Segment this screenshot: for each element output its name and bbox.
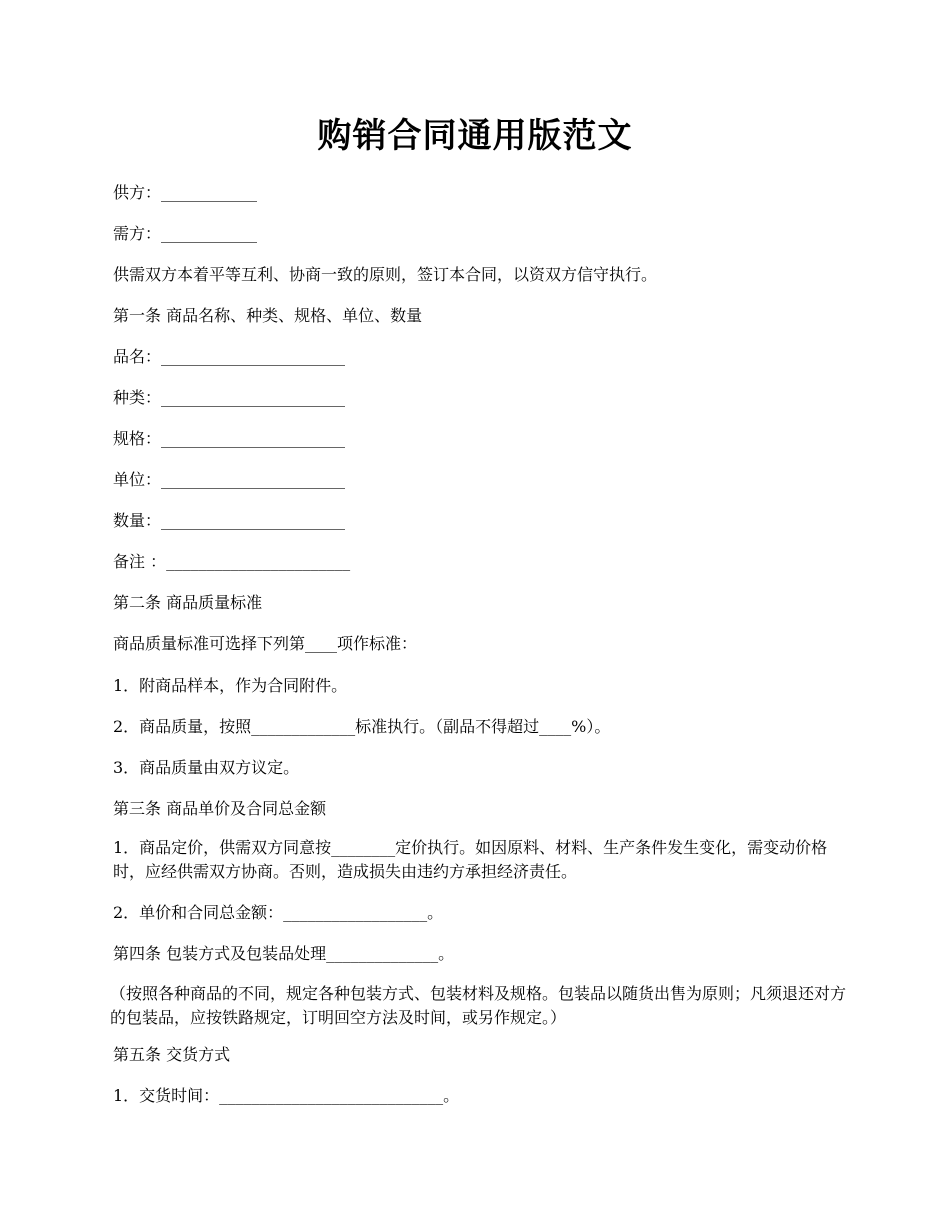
specification-line: 规格：_______________________ [113,429,346,448]
remarks-line: 备注 ：_______________________ [113,552,351,571]
quantity-line: 数量：_______________________ [113,511,346,530]
quality-item-2: 2．商品质量，按照_____________标准执行。（副品不得超过____%）。 [113,717,611,736]
intro-paragraph: 供需双方本着平等互利、协商一致的原则，签订本合同，以资双方信守执行。 [113,265,658,284]
article-5-heading: 第五条 交货方式 [113,1045,231,1064]
article-3-heading: 第三条 商品单价及合同总金额 [113,799,327,818]
quality-standard-intro: 商品质量标准可选择下列第____项作标准： [113,634,418,653]
quality-item-1: 1．附商品样本，作为合同附件。 [113,676,348,695]
price-item-1: 1．商品定价，供需双方同意按________定价执行。如因原料、材料、生产条件发生变化，需变动价格时，应经供需双方协商。否则，造成损失由违约方承担经济责任。 [113,838,828,881]
delivery-time-line: 1．交货时间：____________________________。 [113,1086,460,1105]
product-name-line: 品名：_______________________ [113,347,346,366]
category-line: 种类：_______________________ [113,388,346,407]
document-title: 购销合同通用版范文 [317,116,633,156]
article-2-heading: 第二条 商品质量标准 [113,593,263,612]
quality-item-3: 3．商品质量由双方议定。 [113,758,300,777]
article-4-heading: 第四条 包装方式及包装品处理______________。 [113,944,455,963]
buyer-line: 需方：____________ [113,224,258,243]
supplier-line: 供方：____________ [113,183,258,202]
packaging-note: （按照各种商品的不同，规定各种包装方式、包装材料及规格。包装品以随货出售为原则；凡须退还对方的包装品，应按铁路规定，订明回空方法及时间，或另作规定。） [110,984,847,1027]
price-item-2: 2．单价和合同总金额：__________________。 [113,903,444,922]
unit-line: 单位：_______________________ [113,470,346,489]
article-1-heading: 第一条 商品名称、种类、规格、单位、数量 [113,306,423,325]
